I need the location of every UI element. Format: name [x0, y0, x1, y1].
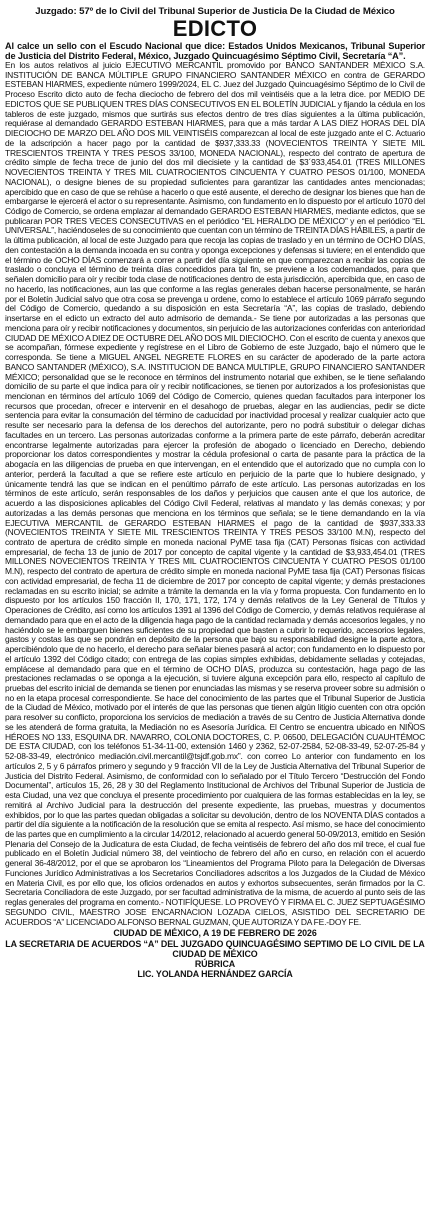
signer-name: LIC. YOLANDA HERNÁNDEZ GARCÍA: [137, 969, 293, 980]
place-date: CIUDAD DE MÉXICO, A 19 DE FEBRERO DE 2026: [113, 928, 317, 939]
court-header: Juzgado: 57º de lo Civil del Tribunal Superior de Justicia De la Ciudad de México: [35, 6, 395, 17]
rubrica-label: RÚBRICA: [194, 958, 236, 969]
signature-block: [5, 928, 425, 979]
document-title: EDICTO: [172, 16, 258, 41]
edict-body: En los autos relativos al juicio EJECUTIVO MERCANTIL promovido por BANCO SANTANDER MÉXICO S.A. INSTITUCIÓN DE BANCA MÚLTIPLE GRUPO FINANCIERO SANTANDER MÉXICO en contra de GERARDO ESTEBAN HIARMES, expediente número 1999/2024, EL C. Juez del Juzgado Quincuagésimo Séptimo de lo Civil de Proceso Escrito dicto auto de fecha dieciocho de febrero del dos mil veintiséis que a la letra dice. por MEDIO DE EDICTOS QUE SE PUBLIQUEN TRES DÍAS CONSECUTIVOS EN EL BOLETÍN JUDICIAL y fijando la cédula en los tableros de este juzgado, mismos que surtirás sus efectos dentro de tres días siguientes a la última publicación, requiérase al demandado GERARDO ESTEBAN HIARMES, para que a más tardar A LAS DIEZ HORAS DEL DÍA DIECIOCHO DE MARZO DEL AÑO DOS MIL VEINTISÉIS comparezcan al local de este juzgado ante el C. Actuario de la adscripción a hacer pago por la cantidad de $937,333.33 (NOVECIENTOS TREINTA Y SIETE MIL TRESCIENTOS TREINTA Y TRES PESOS 33/100, MONEDA NACIONAL), respecto del contrato de apertura de crédito simple de fecha trece de junio del dos mil diecisiete y la cantidad de $3´933,454.01 (TRES MILLONES NOVECIENTOS TREINTA Y TRES MIL CUATROCIENTOS CINCUENTA Y CUATRO PESOS 01/100, MONEDA NACIONAL), o designe bienes de su propiedad suficientes para garantizar las cantidades antes mencionadas; apercibido que en caso de que se rehúse a hacerlo o que esté ausente, el derecho de designar los bienes que han de embargarse le ejercerá el actor o su representante. Asimismo, con fundamento en lo dispuesto por el artículo 1070 del Código de Comercio, se ordena emplazar al demandado GERARDO ESTEBAN HIARMES, mediante edictos, que se publicaran POR TRES VECES CONSECUTIVAS en el periódico “EL HERALDO DE MÉXICO” y en el periódico “EL UNIVERSAL”, haciéndoseles de su conocimiento que cuentan con un término de TREINTA DÍAS HÁBILES, a partir de la última publicación, al local de este Juzgado para que recoja las copias de traslado y en un término de OCHO DÍAS, den contestación a la demanda incoada en su contra y oponga excepciones y defensas si tuviere; en el entendido que el término de OCHO DÍAS comenzará a correr a partir del día siguiente en que comparezcan a recibir las copias de traslado o concluya el término de treinta días concedidos para tal fin, se previene a los codemandados, para que señalen domicilio para oír y recibir toda clase de notificaciones dentro de esta jurisdicción, apercibida que, en caso de no hacerlo, las notificaciones, aun las que conforme a las reglas generales deban hacerse personalmente, se harán por el Boletín Judicial salvo que otra cosa se prevenga u ordene, como lo establece el artículo 1069 párrafo segundo del Código de Comercio, quedando a su disposición en esta Secretaría “A”, las copias de traslado, debiendo insertarse en el edicto un extracto del auto admisorio de demanda.- Se tiene por autorizadas a las personas que menciona para oír y recibir notificaciones y documentos, sin perjuicio de las autorizaciones conferidas con anterioridad CIUDAD DE MÉXICO A DIEZ DE OCTUBRE DEL AÑO DOS MIL DIECIOCHO. Con el escrito de cuenta y anexos que se acompañan, fórmese expediente y regístrese en el Libro de Gobierno de este Juzgado, bajo el número que le corresponda. Se tiene a MIGUEL ANGEL NEGRETE FLORES en su carácter de apoderado de la parte actora BANCO SANTANDER (MÉXICO), S.A. INSTITUCION DE BANCA MULTIPLE, GRUPO FINANCIERO SANTANDER MÉXICO; personalidad que se le reconoce en términos del instrumento notarial que exhiben, se le tiene señalando domicilio de su parte el que indica para oír y recibir notificaciones, se tienen por autorizados a los profesionistas que mencionan en términos del artículo 1069 del Código de Comercio, quienes quedan facultados para interponer los recursos que procedan, ofrecer e intervenir en el desahogo de pruebas, alegar en las audiencias, pedir se dicte sentencia para evitar la consumación del término de caducidad por inactividad procesal y realizar cualquier acto que resulte ser necesario para la defensa de los derechos del autorizante, pero no podrá substituir o delegar dichas facultades en un tercero. Las personas autorizadas conforme a la primera parte de este párrafo, deberán acreditar encontrarse legalmente autorizadas para ejercer la profesión de abogado o licenciado en Derecho, debiendo proporcionar los datos correspondientes y mostrar la cédula profesional o carta de pasante para la práctica de la abogacía en las diligencias de prueba en que intervengan, en el entendido que el autorizado que no cumpla con lo anterior, perderá la facultad a que se refiere este artículo en perjuicio de la parte que lo hubiere designado, y únicamente tendrá las que se indican en el penúltimo párrafo de este artículo. Las personas autorizadas en los términos de este artículo, serán responsables de los daños y perjuicios que causen ante el que los autorice, de acuerdo a las disposiciones aplicables del Código Civil Federal, relativas al mandato y las demás conexas; y por autorizadas a las demás personas que menciona en los términos que señala; se le tiene demandando en la vía EJECUTIVA MERCANTIL de GERARDO ESTEBAN HIARMES el pago de la cantidad de $937,333.33 (NOVECIENTOS TREINTA Y SIETE MIL TRESCIENTOS TREINTA Y TRES PESOS 33/100 M.N), respecto del contrato de apertura de crédito simple en moneda nacional PyME tasa fija (CAT) Personas físicas con actividad empresarial, de fecha 13 de junio de 2017 por concepto de capital vigente y la cantidad de $3,933,454.01 (TRES MILLONES NOVECIENTOS TREINTA Y TRES MIL CUATROCIENTOS CINCUENTA Y CUATRO PESOS 01/100 M.N), respecto del contrato de apertura de crédito simple en moneda nacional PyME tasa fija (CAT) Personas físicas con actividad empresarial, de fecha 11 de diciembre de 2017 por concepto de capital vigente; y demás prestaciones reclamadas en su escrito inicial; se admite a trámite la demanda en la vía y forma propuesta. Con fundamento en lo dispuesto por los artículos 150 fracción II, 170, 171, 172, 174 y demás relativos de la Ley General de Títulos y Operaciones de Crédito, así como los artículos 1391 al 1396 del Código de Comercio, y demás relativos requiérase al demandado para que en el acto de la diligencia haga pago de la cantidad reclamada y demás accesorios legales, y no haciéndolo se le embarguen bienes suficientes de su propiedad que basten a cubrir lo requerido, accesorios legales, gastos y costas las que se pondrán en depósito de la persona que bajo su responsabilidad designe la parte actora, apercibiéndolo que de no hacerlo, el derecho para señalar bienes pasará al actor; con fundamento en lo dispuesto por el artículo 1392 del Código citado; con entrega de las copias simples exhibidas, debidamente selladas y cotejadas, emplácese al demandado para que en el término de OCHO DÍAS, produzca su contestación, haga pago de las prestaciones reclamadas o se oponga a la ejecución, si tuviere alguna excepción para ello, respecto al capítulo de pruebas del escrito inicial de demanda se tienen por enunciadas las mismas y se reserva proveer sobre su admisión o no en la etapa procesal correspondiente. Se hace del conocimiento de las partes que el Tribunal Superior de Justicia de la Ciudad de México, motivado por el interés de que las personas que tienen algún litigio cuenten con otra opción para resolver su conflicto, proporciona los servicios de mediación a través de su Centro de Justicia Alternativa donde se les atenderá de forma gratuita, la Mediación no es Asesoría Jurídica. El Centro se encuentra ubicado en NIÑOS HÉROES NO 133, ESQUINA DR. NAVARRO, COLONIA DOCTORES, C. P. 06500, DELEGACIÓN CUAUHTÉMOC DE ESTA CIUDAD, con los teléfonos 51-34-11-00, extensión 1460 y 2362, 52-07-2584, 52-08-33-49, 52-07-25-84 y 52-08-33-49, electrónico mediación.civil.mercantil@tsjdf.gob.mx”. con correo Lo anterior con fundamento en los artículos 2, 5 y 6 párrafos primero y segundo y 9 fracción VII de la Ley de Justicia Alternativa del Tribunal Superior de Justicia del Distrito Federal. Asimismo, de conformidad con lo señalado por el Título Tercero “Destrucción del Fondo Documental”, artículos 15, 26, 28 y 30 del Reglamento Institucional de Archivos del Tribunal Superior de Justicia de esta Ciudad, una vez que concluya el presente procedimiento por cualquiera de las formas establecidas en la ley, se remitirá al Archivo Judicial para la destrucción del presente expediente, las pruebas, muestras y documentos exhibidos, por lo que las partes quedan obligadas a solicitar su devolución, dentro de los NOVENTA DÍAS contados a partir del día siguiente a la notificación de la resolución que se emita al respecto. Así mismo, se hace del conocimiento de las partes que en cumplimiento a la circular 14/2012, relacionado al acuerdo general 50-09/2013, emitido en Sesión Plenaria del Consejo de la Judicatura de esta Ciudad, de fecha veintiséis de febrero del año dos mil trece, el cual fue publicado en el Boletín Judicial número 38, del veintiocho de febrero del año en curso, en relación con el acuerdo general 36-48/2012, por el que se aprobaron los “Lineamientos del Programa Piloto para la Delegación de Diversas Funciones Jurídico Administrativas a los Secretarios Conciliadores adscritos a los Juzgados de la Ciudad de México en Materia Civil, es por ello que, los oficios ordenados en autos y exhortos subsecuentes, serán firmados por la C. Secretaria Conciliadora de este Juzgado, por ser facultad administrativa de la misma, de acuerdo al punto seis de las reglas generales del programa en comento.- NOTIFÍQUESE. LO PROVEYÓ Y FIRMA EL C. JUEZ SEPTUAGÉSIMO SEGUNDO CIVIL, MAESTRO JOSE ENCARNACION LOZADA CIELOS, ASISTIDO DEL SECRETARIO DE ACUERDOS “A” LICENCIADO ALFONSO BERNAL GUZMAN, QUE AUTORIZA Y DA FE.-DOY FE.: [5, 61, 425, 927]
secretary-title: LA SECRETARIA DE ACUERDOS “A” DEL JUZGADO QUINCUAGÉSIMO SEPTIMO DE LO CIVIL DE LA CIUDAD DE MÉXICO: [5, 938, 425, 959]
seal-description: Al calce un sello con el Escudo Nacional que dice: Estados Unidos Mexicanos, Tribunal Superior de Justicia del Distrito Federal, México, Juzgado Quincuagésimo Séptimo Civil, Secretaría “A”.: [5, 41, 425, 61]
